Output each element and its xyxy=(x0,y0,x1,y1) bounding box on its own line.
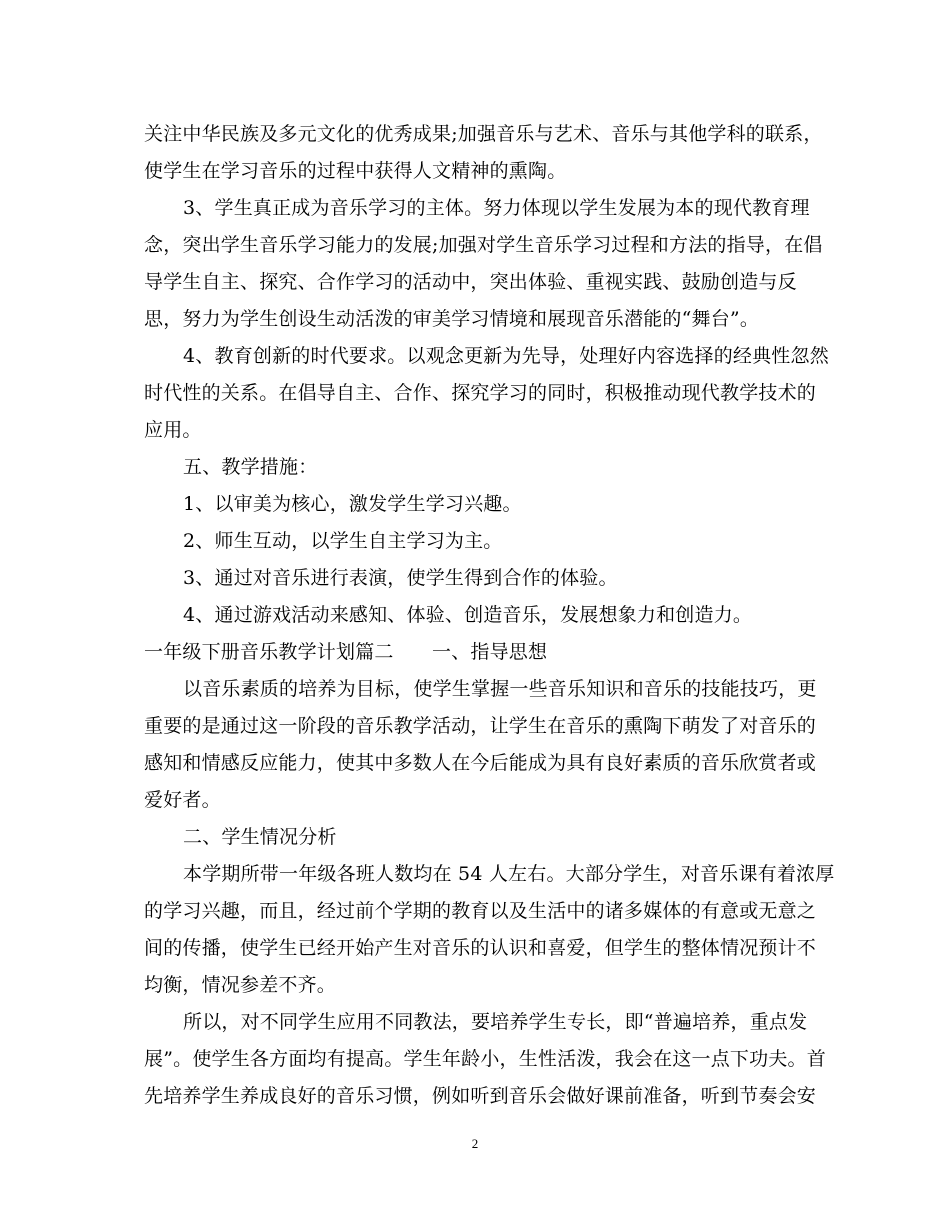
page-number: 2 xyxy=(471,1136,479,1151)
section-heading: 二、学生情况分析 xyxy=(183,826,337,848)
text-line: 思，努力为学生创设生动活泼的审美学习情境和展现音乐潜能的“舞台”。 xyxy=(144,308,760,330)
text-line: 3、学生真正成为音乐学习的主体。努力体现以学生发展为本的现代教育理 xyxy=(183,197,810,219)
text-line: 以音乐素质的培养为目标，使学生掌握一些音乐知识和音乐的技能技巧，更 xyxy=(183,678,817,700)
text-line: 4、教育创新的时代要求。以观念更新为先导，处理好内容选择的经典性忽然 xyxy=(183,345,829,367)
text-line: 时代性的关系。在倡导自主、合作、探究学习的同时，积极推动现代教学技术的 xyxy=(144,382,817,404)
section-heading: 五、教学措施： xyxy=(183,456,318,478)
list-item: 1、以审美为核心，激发学生学习兴趣。 xyxy=(183,493,522,515)
list-item: 3、通过对音乐进行表演，使学生得到合作的体验。 xyxy=(183,567,618,589)
text-line: 间的传播，使学生已经开始产生对音乐的认识和喜爱，但学生的整体情况预计不 xyxy=(144,937,817,959)
text-line: 所以，对不同学生应用不同教法，要培养学生专长，即“普遍培养，重点发 xyxy=(183,1011,808,1033)
text-line: 导学生自主、探究、合作学习的活动中，突出体验、重视实践、鼓励创造与反 xyxy=(144,271,797,293)
text-line: 念，突出学生音乐学习能力的发展;加强对学生音乐学习过程和方法的指导，在倡 xyxy=(144,234,823,256)
text-line: 重要的是通过这一阶段的音乐教学活动，让学生在音乐的熏陶下萌发了对音乐的 xyxy=(144,715,817,737)
text-line: 的学习兴趣，而且，经过前个学期的教育以及生活中的诸多媒体的有意或无意之 xyxy=(144,900,817,922)
text-line: 爱好者。 xyxy=(144,789,221,811)
text-line: 使学生在学习音乐的过程中获得人文精神的熏陶。 xyxy=(144,160,567,182)
text-line: 展”。使学生各方面均有提高。学生年龄小，生性活泼，我会在这一点下功夫。首 xyxy=(144,1048,826,1070)
text-line: 应用。 xyxy=(144,419,202,441)
text-line: 先培养学生养成良好的音乐习惯，例如听到音乐会做好课前准备，听到节奏会安 xyxy=(144,1085,817,1107)
text-line: 本学期所带一年级各班人数均在 54 人左右。大部分学生，对音乐课有着浓厚 xyxy=(183,863,835,885)
document-body xyxy=(144,116,835,1115)
text-line: 均衡，情况参差不齐。 xyxy=(144,974,337,996)
text-line: 关注中华民族及多元文化的优秀成果;加强音乐与艺术、音乐与其他学科的联系， xyxy=(144,123,823,145)
list-item: 2、师生互动，以学生自主学习为主。 xyxy=(183,530,503,552)
list-item: 4、通过游戏活动来感知、体验、创造音乐，发展想象力和创造力。 xyxy=(183,604,753,626)
document-title-line: 一年级下册音乐教学计划篇二 一、指导思想 xyxy=(144,641,548,663)
text-line: 感知和情感反应能力，使其中多数人在今后能成为具有良好素质的音乐欣赏者或 xyxy=(144,752,817,774)
